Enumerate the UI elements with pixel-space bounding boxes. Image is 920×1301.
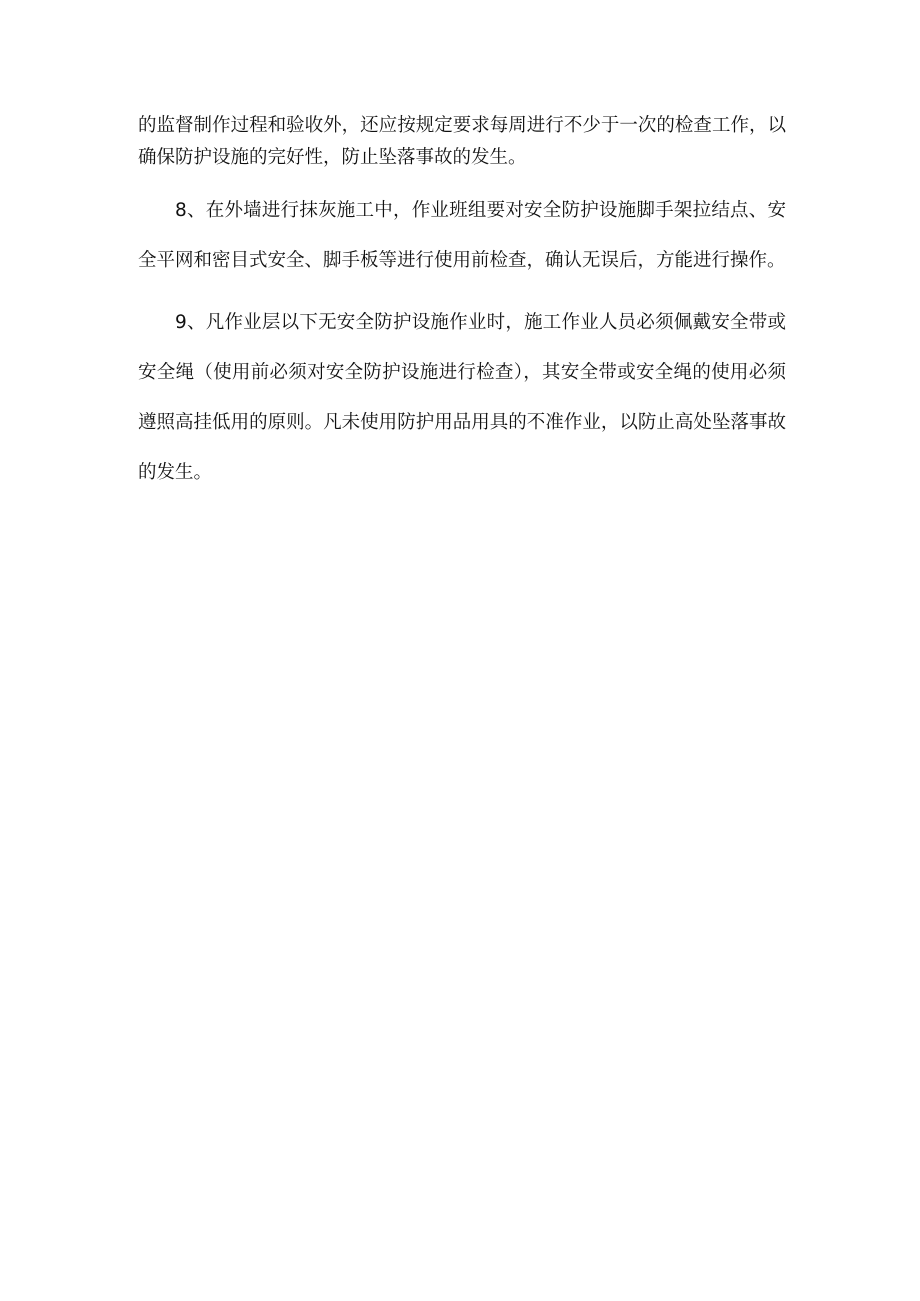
paragraph-item-8: 8、在外墙进行抹灰施工中，作业班组要对安全防护设施脚手架拉结点、安全平网和密目式安全、脚手板等进行使用前检查，确认无误后，方能进行操作。	[138, 200, 786, 271]
document-body	[138, 110, 786, 498]
paragraph-continued: 的监督制作过程和验收外，还应按规定要求每周进行不少于一次的检查工作，以确保防护设施的完好性，防止坠落事故的发生。	[138, 115, 786, 168]
paragraph-item-9: 9、凡作业层以下无安全防护设施作业时，施工作业人员必须佩戴安全带或安全绳（使用前必须对安全防护设施进行检查），其安全带或安全绳的使用必须遵照高挂低用的原则。凡未使用防护用品用具的不准作业，以防止高处坠落事故的发生。	[138, 312, 786, 483]
